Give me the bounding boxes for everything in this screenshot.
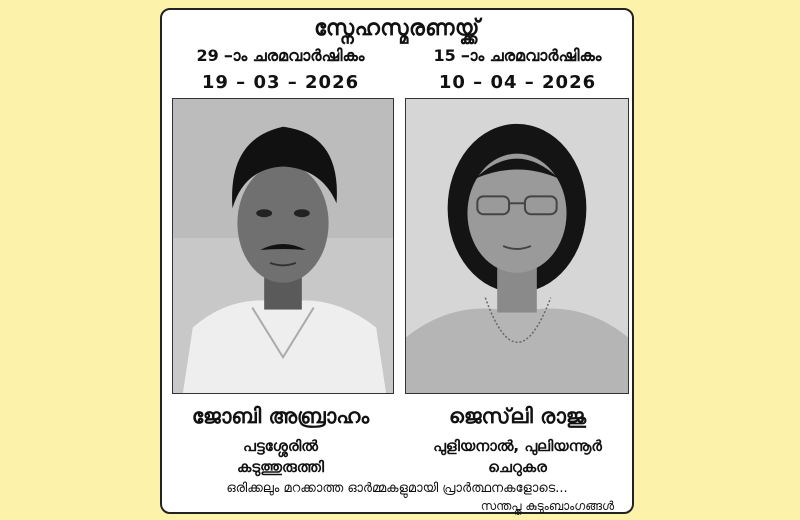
right-date: 10 – 04 – 2026 — [438, 72, 597, 93]
right-column — [399, 10, 636, 512]
left-name: ജോബി അബ്രാഹം — [191, 404, 370, 428]
right-name: ജെസ്‌ലി രാജു — [448, 404, 587, 428]
left-date: 19 – 03 – 2026 — [201, 72, 360, 93]
family-signature: സന്തപ്ത കുടുംബാംഗങ്ങൾ — [480, 499, 614, 513]
right-place: ചെറുകര — [488, 458, 547, 476]
memorial-tagline: ഒരിക്കലും മറക്കാത്ത ഓർമ്മകളുമായി പ്രാർത്ഥനകളോടെ... — [226, 481, 568, 496]
left-portrait-photo — [172, 98, 394, 394]
memorial-heading: സ്നേഹസ്മരണയ്ക്ക് — [314, 16, 480, 41]
left-anniversary: 29 –ാം ചരമവാർഷികം — [196, 46, 365, 65]
right-house-name: പുളിയനാൽ, പുലിയന്നൂർ — [433, 437, 602, 455]
right-anniversary: 15 –ാം ചരമവാർഷികം — [433, 46, 602, 65]
memorial-card — [160, 8, 634, 514]
right-portrait-photo — [405, 98, 629, 394]
left-place: കടുത്തുരുത്തി — [236, 458, 325, 476]
left-column — [162, 10, 399, 512]
left-house-name: പട്ടശ്ശേരിൽ — [243, 437, 318, 455]
